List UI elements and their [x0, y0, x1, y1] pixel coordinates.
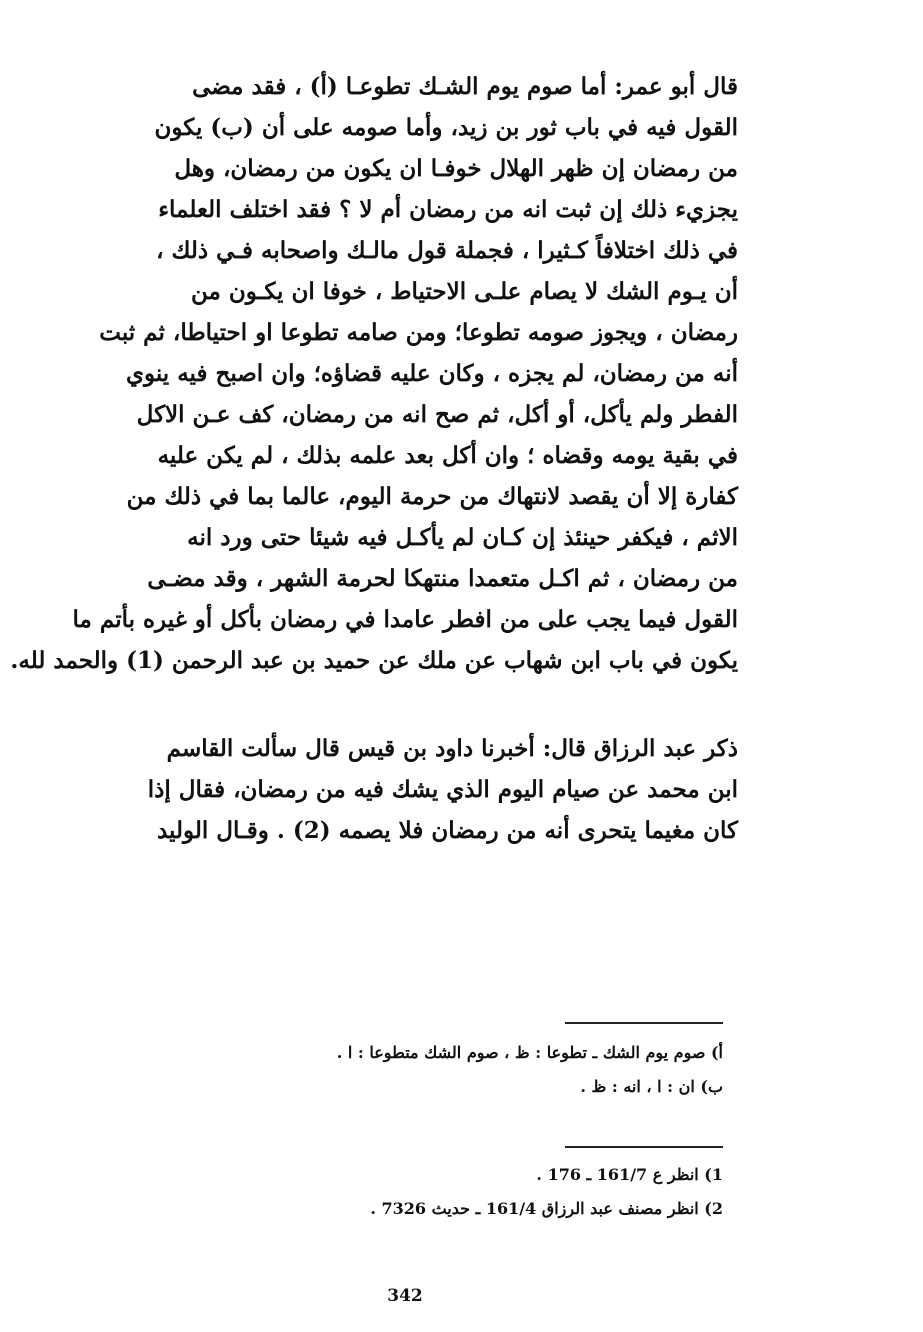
text-line: من رمضان ، ثم اكـل متعمدا منتهكا لحرمة الشهر ، وقد مضـى	[147, 565, 738, 592]
text-line: كفارة إلا أن يقصد لانتهاك من حرمة اليوم، عالما بما في ذلك من	[126, 483, 738, 510]
variant-footnotes	[337, 1036, 723, 1104]
footnote-a: أ) صوم يوم الشك ـ تطوعا : ظ ، صوم الشك متطوعا : ا .	[336, 1043, 723, 1062]
text-line: القول فيه في باب ثور بن زيد، وأما صومه على أن (ب) يكون	[154, 114, 738, 141]
text-line: من رمضان إن ظهر الهلال خوفـا ان يكون من رمضان، وهل	[174, 155, 738, 182]
text-line: يكون في باب ابن شهاب عن ملك عن حميد بن عبد الرحمن (1) والحمد لله.	[10, 647, 738, 674]
text-line: كان مغيما يتحرى أنه من رمضان فلا يصمه (2) . وقـال الوليد	[156, 817, 738, 844]
reference-footnotes	[370, 1158, 723, 1226]
footnote-divider-references	[565, 1146, 723, 1148]
text-line: ابن محمد عن صيام اليوم الذي يشك فيه من رمضان، فقال إذا	[147, 776, 738, 803]
text-line: الفطر ولم يأكل، أو أكل، ثم صح انه من رمضان، كف عـن الاكل	[136, 401, 738, 428]
footnote-1: 1) انظر ع 161/7 ـ 176 .	[536, 1165, 723, 1184]
text-line: أن يـوم الشك لا يصام علـى الاحتياط ، خوفا ان يكـون من	[190, 278, 738, 305]
text-line: الاثم ، فيكفر حينئذ إن كـان لم يأكـل فيه شيئا حتى ورد انه	[187, 524, 738, 551]
footnote-b: ب) ان : ا ، انه : ظ .	[580, 1077, 723, 1096]
text-line: ذكر عبد الرزاق قال: أخبرنا داود بن قيس قال سألت القاسم	[166, 735, 738, 762]
text-line: قال أبو عمر: أما صوم يوم الشـك تطوعـا (أ) ، فقد مضى	[192, 73, 738, 100]
main-paragraph-1	[10, 66, 738, 681]
text-line: في ذلك اختلافاً كـثيرا ، فجملة قول مالـك واصحابه فـي ذلك ،	[156, 237, 738, 264]
text-line: يجزيء ذلك إن ثبت انه من رمضان أم لا ؟ فقد اختلف العلماء	[158, 196, 738, 223]
footnote-2: 2) انظر مصنف عبد الرزاق 161/4 ـ حديث 7326 .	[370, 1199, 723, 1218]
text-line: أنه من رمضان، لم يجزه ، وكان عليه قضاؤه؛ وان اصبح فيه ينوي	[125, 360, 738, 387]
footnote-divider-variants	[565, 1022, 723, 1024]
text-line: رمضان ، ويجوز صومه تطوعا؛ ومن صامه تطوعا او احتياطا، ثم ثبت	[99, 319, 738, 346]
page-number: 342	[387, 1286, 423, 1306]
text-line: في بقية يومه وقضاه ؛ وان أكل بعد علمه بذلك ، لم يكن عليه	[157, 442, 738, 469]
main-paragraph-2	[100, 728, 738, 851]
text-line: القول فيما يجب على من افطر عامدا في رمضان بأكل أو غيره بأتم ما	[72, 606, 738, 633]
